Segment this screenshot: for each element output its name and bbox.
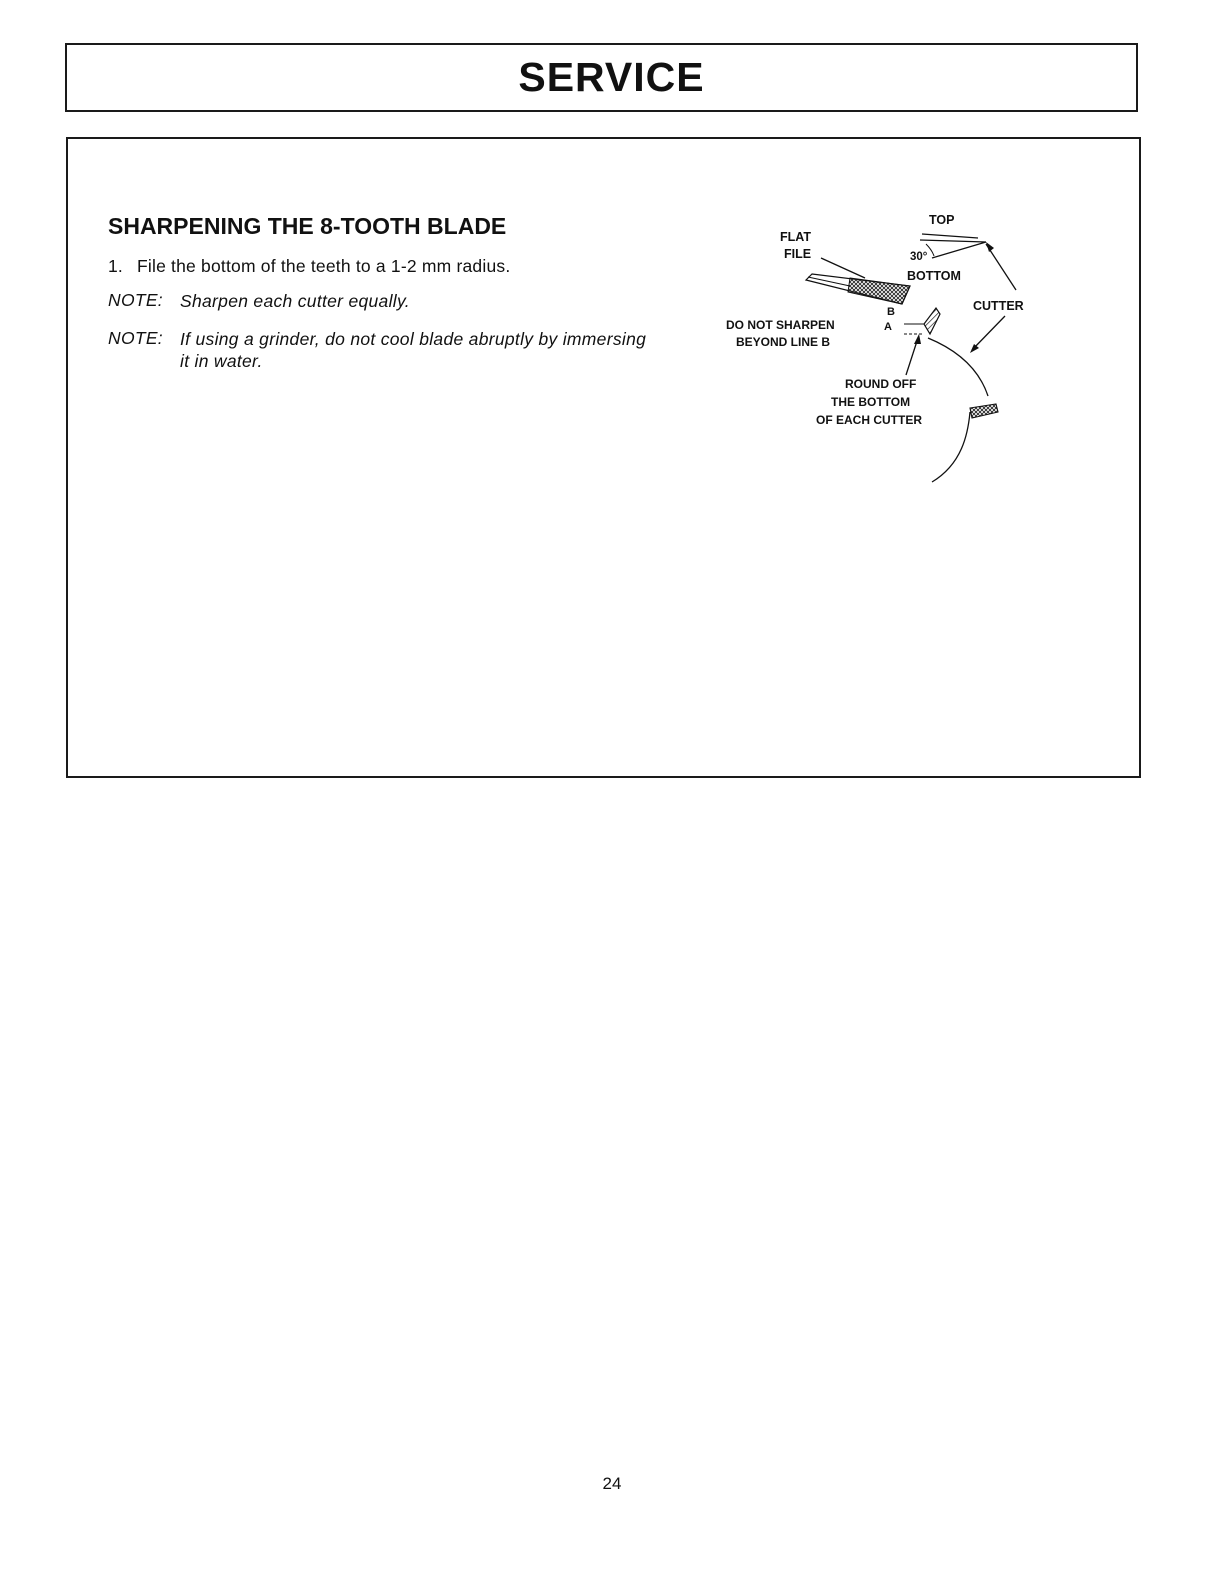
page-header [65,43,1138,112]
label-round-off-2: THE BOTTOM [831,395,911,409]
note-text: If using a grinder, do not cool blade abruptly by immersing it in water. [180,329,647,371]
section-title: SHARPENING THE 8-TOOTH BLADE [108,213,507,239]
file-leader-line [821,258,865,278]
label-round-off-1: ROUND OFF [845,377,917,391]
label-angle: 30° [910,251,928,263]
step-item [108,256,510,277]
step-text: File the bottom of the teeth to a 1-2 mm radius. [137,256,511,276]
cutter-arrowhead-lower [970,344,979,353]
label-cutter: CUTTER [973,299,1024,313]
label-round-off-3: OF EACH CUTTER [816,413,922,427]
page-number: 24 [602,1474,622,1493]
angle-lines [920,234,986,258]
label-top: TOP [929,213,955,227]
label-do-not-sharpen-1: DO NOT SHARPEN [726,318,835,332]
page-title: SERVICE [518,54,705,100]
cutter-leader-upper [986,244,1016,290]
note-label: NOTE: [108,328,163,348]
lower-tooth-shape [932,404,998,482]
label-file: FILE [784,247,812,261]
note-item [108,328,650,372]
round-off-arrowhead [914,334,921,344]
label-line-a: A [884,321,892,333]
flat-file-shape [806,274,910,304]
label-line-b: B [887,306,895,318]
note-label: NOTE: [108,290,163,310]
cutter-tooth-shape [904,308,940,334]
cutter-leader-lower [972,316,1005,350]
step-number: 1. [108,256,123,276]
blade-sharpening-diagram [700,200,1060,500]
note-text: Sharpen each cutter equally. [180,291,410,311]
blade-arc [928,338,988,396]
label-bottom: BOTTOM [907,269,961,283]
label-do-not-sharpen-2: BEYOND LINE B [736,335,831,349]
label-flat: FLAT [780,230,812,244]
note-item [108,290,650,312]
